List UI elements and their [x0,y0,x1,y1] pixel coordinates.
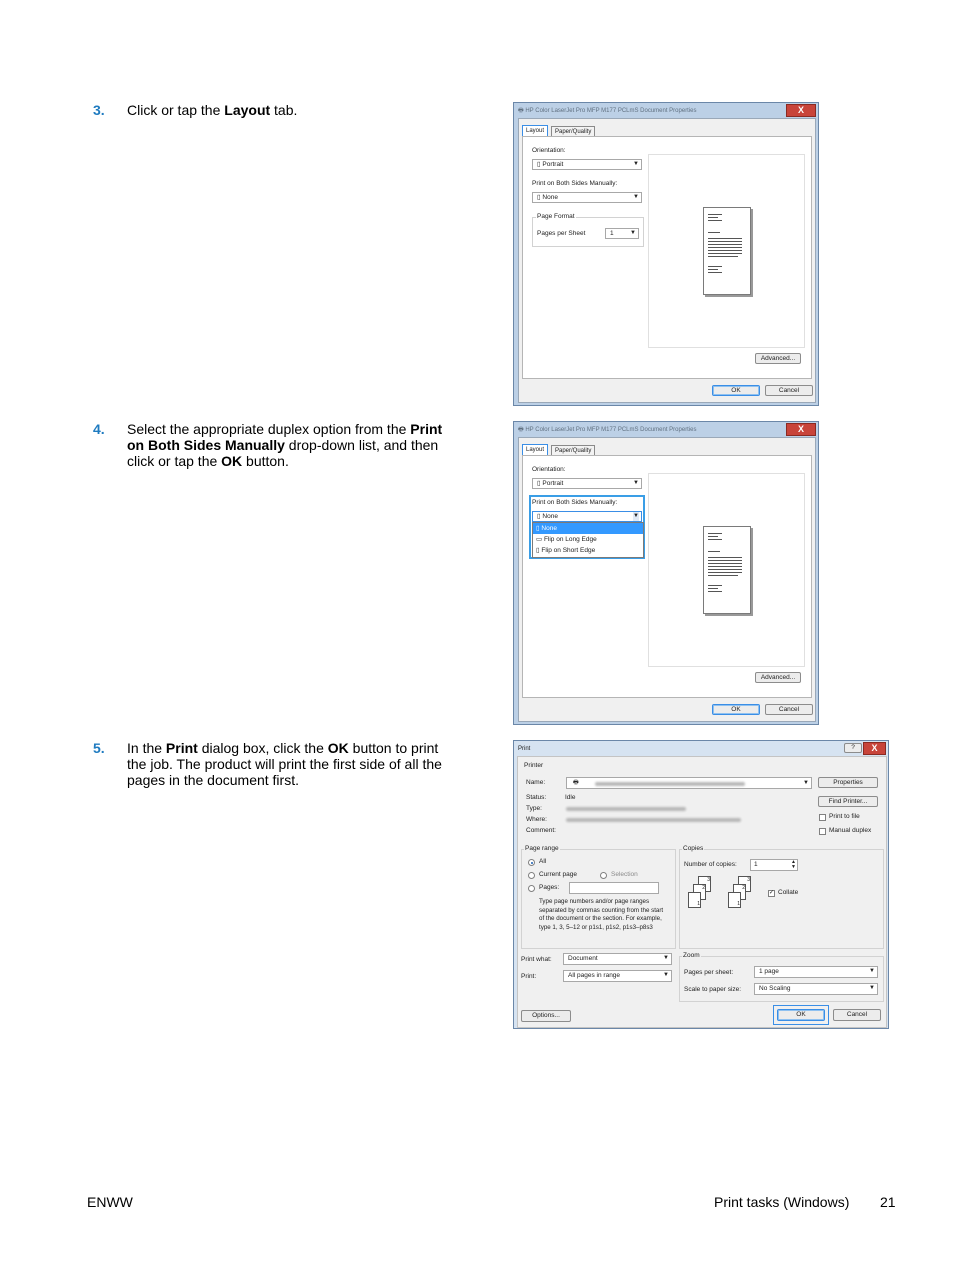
orientation-dropdown[interactable]: ▯ Portrait ▼ [532,478,642,489]
duplex-none-icon: ▯ [536,525,542,532]
selection-label: Selection [611,871,638,878]
tab-content [522,136,812,379]
comment-label: Comment: [526,827,556,834]
cancel-button[interactable]: Cancel [765,385,813,396]
advanced-button[interactable]: Advanced... [755,672,801,683]
duplex-dropdown[interactable]: ▯ None ▼ [532,192,642,203]
page-format-label: Page Format [537,213,575,220]
copies-group [679,845,884,949]
printer-icon: 🖶 [573,780,579,786]
close-button[interactable]: X [863,742,886,755]
manual-duplex-checkbox[interactable] [819,828,826,835]
page-preview [703,207,751,295]
orientation-label: Orientation: [532,466,566,473]
printer-group-label: Printer [524,762,544,769]
portrait-icon: ▯ [537,161,543,168]
options-button[interactable]: Options... [521,1010,571,1022]
close-button[interactable]: X [786,423,816,436]
scale-to-paper-dropdown[interactable]: No Scaling ▼ [754,983,878,995]
print-dialog [513,740,889,1029]
number-of-copies-label: Number of copies: [684,861,737,868]
properties-button[interactable]: Properties [818,777,878,788]
zoom-label: Zoom [683,952,700,959]
document-properties-dialog [513,102,819,406]
option-none[interactable]: ▯ None [533,523,643,534]
chevron-down-icon: ▼ [869,968,875,974]
tab-paper-quality[interactable]: Paper/Quality [551,445,595,457]
status-label: Status: [526,794,547,801]
flip-short-edge-icon: ▯ [536,547,542,554]
cancel-button[interactable]: Cancel [833,1009,881,1021]
ok-button[interactable]: OK [712,385,760,396]
current-page-radio[interactable] [528,872,535,879]
page-format-group [532,213,644,247]
page-range-label: Page range [525,845,559,852]
page-preview [703,526,751,614]
duplex-label: Print on Both Sides Manually: [532,499,618,506]
layout-preview [648,154,805,348]
tab-content [522,455,812,698]
chevron-down-icon: ▼ [630,230,636,236]
footer-section: Print tasks (Windows) [714,1194,850,1210]
duplex-dropdown[interactable]: ▯ None ▼ [532,511,642,522]
copies-input[interactable]: 1 ▲ ▼ [750,859,798,871]
print-to-file-label: Print to file [829,813,860,820]
all-radio[interactable] [528,859,535,866]
print-what-label: Print what: [521,956,552,963]
dialog-body [517,756,887,1028]
pages-label: Pages: [539,884,560,891]
printer-icon: 🖶 [518,108,526,114]
status-value: Idle [565,794,576,801]
copies-label: Copies [683,845,704,852]
chevron-down-icon: ▼ [663,972,669,978]
step-text: Click or tap the Layout tab. [127,102,298,118]
dialog-title: 🖶 HP Color LaserJet Pro MFP M177 PCLmS Document Properties [518,427,697,433]
print-to-file-checkbox[interactable] [819,814,826,821]
print-what-dropdown[interactable]: Document ▼ [563,953,672,965]
step-number: 5. [93,740,105,756]
chevron-down-icon: ▼ [633,480,639,486]
duplex-none-icon: ▯ [537,513,543,520]
step-text: In the Print dialog box, click the OK button to print the job. The product will print the first side of all the pages in the document first. [127,740,442,788]
scale-to-paper-label: Scale to paper size: [684,986,742,993]
pages-per-sheet-dropdown[interactable]: 1 page ▼ [754,966,878,978]
page-range-group [521,845,676,949]
chevron-down-icon: ▼ [663,955,669,961]
dialog-title: 🖶 HP Color LaserJet Pro MFP M177 PCLmS Document Properties [518,108,697,114]
advanced-button[interactable]: Advanced... [755,353,801,364]
collate-checkbox[interactable]: ✓ [769,890,775,896]
chevron-down-icon: ▼ [803,780,809,786]
pages-input[interactable] [569,882,659,894]
type-label: Type: [526,805,542,812]
duplex-label: Print on Both Sides Manually: [532,180,618,187]
help-button[interactable]: ? [844,743,862,753]
pages-per-sheet-label: Pages per Sheet [537,230,586,237]
collate-icon: 3 2 1 3 2 1 [686,876,776,912]
ok-button[interactable]: OK [712,704,760,715]
dialog-body [518,437,816,722]
step-number: 3. [93,102,105,118]
orientation-dropdown[interactable]: ▯ Portrait ▼ [532,159,642,170]
cancel-button[interactable]: Cancel [765,704,813,715]
chevron-down-icon: ▼ [869,985,875,991]
print-dropdown[interactable]: All pages in range ▼ [563,970,672,982]
spinner-icon: ▲ ▼ [791,859,796,870]
portrait-icon: ▯ [537,480,543,487]
step-number: 4. [93,421,105,437]
pages-radio[interactable] [528,885,535,892]
where-label: Where: [526,816,547,823]
manual-duplex-label: Manual duplex [829,827,872,834]
orientation-label: Orientation: [532,147,566,154]
collate-label: Collate [778,889,799,896]
zoom-group [679,952,884,1002]
step-text: Select the appropriate duplex option from the Print on Both Sides Manually drop-down list, and then click or tap the OK button. [127,421,443,469]
duplex-options-list [532,522,644,558]
all-label: All [539,858,547,865]
find-printer-button[interactable]: Find Printer... [818,796,878,807]
page-number: 21 [880,1194,896,1210]
print-label: Print: [521,973,537,980]
footer-left: ENWW [87,1194,133,1210]
pages-per-sheet-label: Pages per sheet: [684,969,734,976]
printer-icon: 🖶 [518,427,526,433]
printer-name-dropdown[interactable] [566,777,812,789]
option-flip-short-edge[interactable]: ▯ Flip on Short Edge [536,547,596,554]
ok-button[interactable]: OK [777,1009,825,1021]
pages-per-sheet-dropdown[interactable]: 1 ▼ [605,228,639,239]
dialog-body [518,118,816,403]
dialog-title: Print [518,746,531,752]
chevron-down-icon: ▼ [633,161,639,167]
chevron-down-icon: ▼ [633,513,639,519]
name-label: Name: [526,779,546,786]
tab-paper-quality[interactable]: Paper/Quality [551,126,595,138]
flip-long-edge-icon: ▭ [536,536,544,543]
selection-radio[interactable] [600,872,607,879]
chevron-down-icon: ▼ [633,194,639,200]
page-range-hint: Type page numbers and/or page ranges separated by commas counting from the start of the document or the section. For example, type 1, 3, 5–12 or p1s1, p1s2, p1s3–p8s3 [539,898,664,931]
tab-layout[interactable]: Layout [522,444,548,456]
close-button[interactable]: X [786,104,816,117]
tab-layout[interactable]: Layout [522,125,548,137]
layout-preview [648,473,805,667]
duplex-none-icon: ▯ [537,194,543,201]
option-flip-long-edge[interactable]: ▭ Flip on Long Edge [536,536,597,543]
current-page-label: Current page [539,871,577,878]
document-properties-dialog [513,421,819,725]
